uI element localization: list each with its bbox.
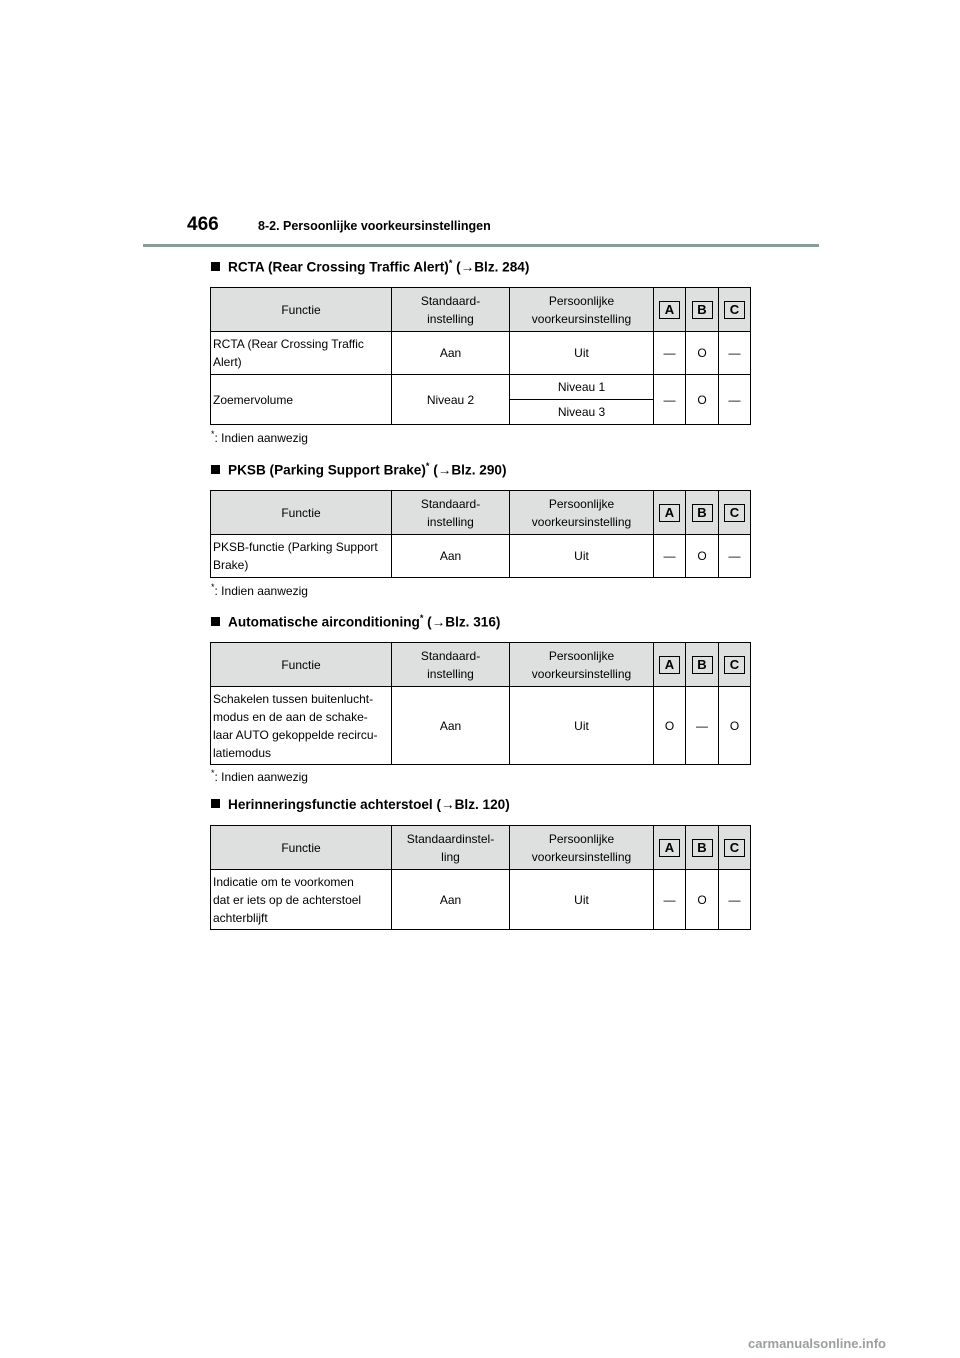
letter-b-icon: B bbox=[692, 839, 713, 857]
letter-c-icon: C bbox=[724, 301, 745, 319]
column-header-function: Functie bbox=[211, 643, 392, 687]
square-bullet-icon bbox=[211, 799, 220, 808]
column-header-personal: Persoonlijke voorkeursinstelling bbox=[510, 643, 654, 687]
page-number: 466 bbox=[187, 214, 219, 235]
cell-function: Schakelen tussen buitenlucht- modus en de aan de schake- laar AUTO gekoppelde recircu- latiemodus bbox=[211, 687, 392, 765]
cell-default: Aan bbox=[392, 870, 510, 930]
letter-a-icon: A bbox=[659, 301, 680, 319]
cell-a: — bbox=[654, 332, 686, 375]
settings-table-pksb bbox=[210, 490, 751, 578]
page-reference: (→Blz. 120) bbox=[432, 797, 510, 812]
footnote-marker: * bbox=[211, 768, 215, 778]
square-bullet-icon bbox=[211, 617, 220, 626]
column-header-b bbox=[686, 826, 719, 870]
footnote-marker: * bbox=[419, 613, 424, 623]
cell-a: — bbox=[654, 870, 686, 930]
column-header-c bbox=[719, 826, 751, 870]
footnote bbox=[211, 582, 308, 598]
letter-c-icon: C bbox=[724, 504, 745, 522]
footnote-marker: * bbox=[425, 461, 430, 471]
cell-default: Aan bbox=[392, 332, 510, 375]
column-header-function: Functie bbox=[211, 288, 392, 332]
cell-function: PKSB-functie (Parking Support Brake) bbox=[211, 535, 392, 578]
cell-c: — bbox=[719, 870, 751, 930]
cell-personal: Uit bbox=[510, 870, 654, 930]
cell-b: O bbox=[686, 870, 719, 930]
cell-default: Aan bbox=[392, 535, 510, 578]
column-header-b bbox=[686, 491, 719, 535]
letter-a-icon: A bbox=[659, 839, 680, 857]
cell-a: — bbox=[654, 535, 686, 578]
footnote-text: : Indien aanwezig bbox=[214, 584, 308, 598]
footnote-marker: * bbox=[211, 582, 215, 592]
column-header-a bbox=[654, 826, 686, 870]
cell-a: O bbox=[654, 687, 686, 765]
footnote bbox=[211, 768, 308, 784]
footnote-marker: * bbox=[448, 258, 453, 268]
table-row bbox=[211, 687, 751, 765]
letter-b-icon: B bbox=[692, 504, 713, 522]
letter-c-icon: C bbox=[724, 656, 745, 674]
settings-table-rcta bbox=[210, 287, 751, 425]
column-header-personal: Persoonlijke voorkeursinstelling bbox=[510, 491, 654, 535]
letter-c-icon: C bbox=[724, 839, 745, 857]
column-header-function: Functie bbox=[211, 826, 392, 870]
chapter-title: 8-2. Persoonlijke voorkeursinstellingen bbox=[258, 219, 491, 233]
header-divider bbox=[143, 244, 819, 247]
column-header-default: Standaard- instelling bbox=[392, 491, 510, 535]
cell-default: Niveau 2 bbox=[392, 375, 510, 425]
page-reference: (→Blz. 284) bbox=[452, 259, 530, 275]
footnote-text: : Indien aanwezig bbox=[214, 431, 308, 445]
cell-personal: Uit bbox=[510, 332, 654, 375]
cell-c: O bbox=[719, 687, 751, 765]
letter-a-icon: A bbox=[659, 656, 680, 674]
page-reference: (→Blz. 290) bbox=[429, 462, 507, 478]
square-bullet-icon bbox=[211, 262, 220, 271]
column-header-b bbox=[686, 643, 719, 687]
column-header-function: Functie bbox=[211, 491, 392, 535]
section-title-pksb bbox=[211, 461, 506, 478]
cell-function: RCTA (Rear Crossing Traffic Alert) bbox=[211, 332, 392, 375]
footnote-marker: * bbox=[211, 429, 215, 439]
cell-b: O bbox=[686, 535, 719, 578]
settings-table-rear-seat-reminder bbox=[210, 825, 751, 930]
column-header-personal: Persoonlijke voorkeursinstelling bbox=[510, 288, 654, 332]
column-header-c bbox=[719, 643, 751, 687]
section-title-text: Automatische airconditioning bbox=[228, 614, 420, 630]
column-header-default: Standaard- instelling bbox=[392, 643, 510, 687]
table-row bbox=[211, 535, 751, 578]
square-bullet-icon bbox=[211, 465, 220, 474]
letter-b-icon: B bbox=[692, 301, 713, 319]
cell-c: — bbox=[719, 375, 751, 425]
section-title-text: RCTA (Rear Crossing Traffic Alert) bbox=[228, 259, 449, 275]
column-header-personal: Persoonlijke voorkeursinstelling bbox=[510, 826, 654, 870]
cell-personal: Niveau 1 bbox=[510, 375, 654, 400]
table-row bbox=[211, 375, 751, 400]
column-header-c bbox=[719, 288, 751, 332]
section-title-rear-seat-reminder bbox=[211, 797, 510, 812]
cell-personal: Uit bbox=[510, 687, 654, 765]
column-header-a bbox=[654, 288, 686, 332]
table-row bbox=[211, 332, 751, 375]
section-title-text: Herinneringsfunctie achterstoel bbox=[228, 797, 433, 812]
section-title-airconditioning bbox=[211, 613, 500, 630]
page-reference: (→Blz. 316) bbox=[423, 614, 501, 630]
cell-b: O bbox=[686, 375, 719, 425]
cell-c: — bbox=[719, 332, 751, 375]
letter-b-icon: B bbox=[692, 656, 713, 674]
column-header-default: Standaard- instelling bbox=[392, 288, 510, 332]
footnote-text: : Indien aanwezig bbox=[214, 770, 308, 784]
cell-b: O bbox=[686, 332, 719, 375]
watermark: carmanualsonline.info bbox=[748, 1336, 886, 1351]
cell-default: Aan bbox=[392, 687, 510, 765]
column-header-a bbox=[654, 643, 686, 687]
column-header-b bbox=[686, 288, 719, 332]
column-header-a bbox=[654, 491, 686, 535]
cell-b: — bbox=[686, 687, 719, 765]
cell-function: Zoemervolume bbox=[211, 375, 392, 425]
column-header-c bbox=[719, 491, 751, 535]
table-row bbox=[211, 870, 751, 930]
letter-a-icon: A bbox=[659, 504, 680, 522]
footnote bbox=[211, 429, 308, 445]
cell-a: — bbox=[654, 375, 686, 425]
cell-c: — bbox=[719, 535, 751, 578]
cell-function: Indicatie om te voorkomen dat er iets op de achterstoel achterblijft bbox=[211, 870, 392, 930]
section-title-text: PKSB (Parking Support Brake) bbox=[228, 462, 426, 478]
cell-personal-alt: Niveau 3 bbox=[510, 400, 654, 425]
cell-personal: Uit bbox=[510, 535, 654, 578]
settings-table-airconditioning bbox=[210, 642, 751, 765]
section-title-rcta bbox=[211, 258, 529, 275]
column-header-default: Standaardinstel- ling bbox=[392, 826, 510, 870]
